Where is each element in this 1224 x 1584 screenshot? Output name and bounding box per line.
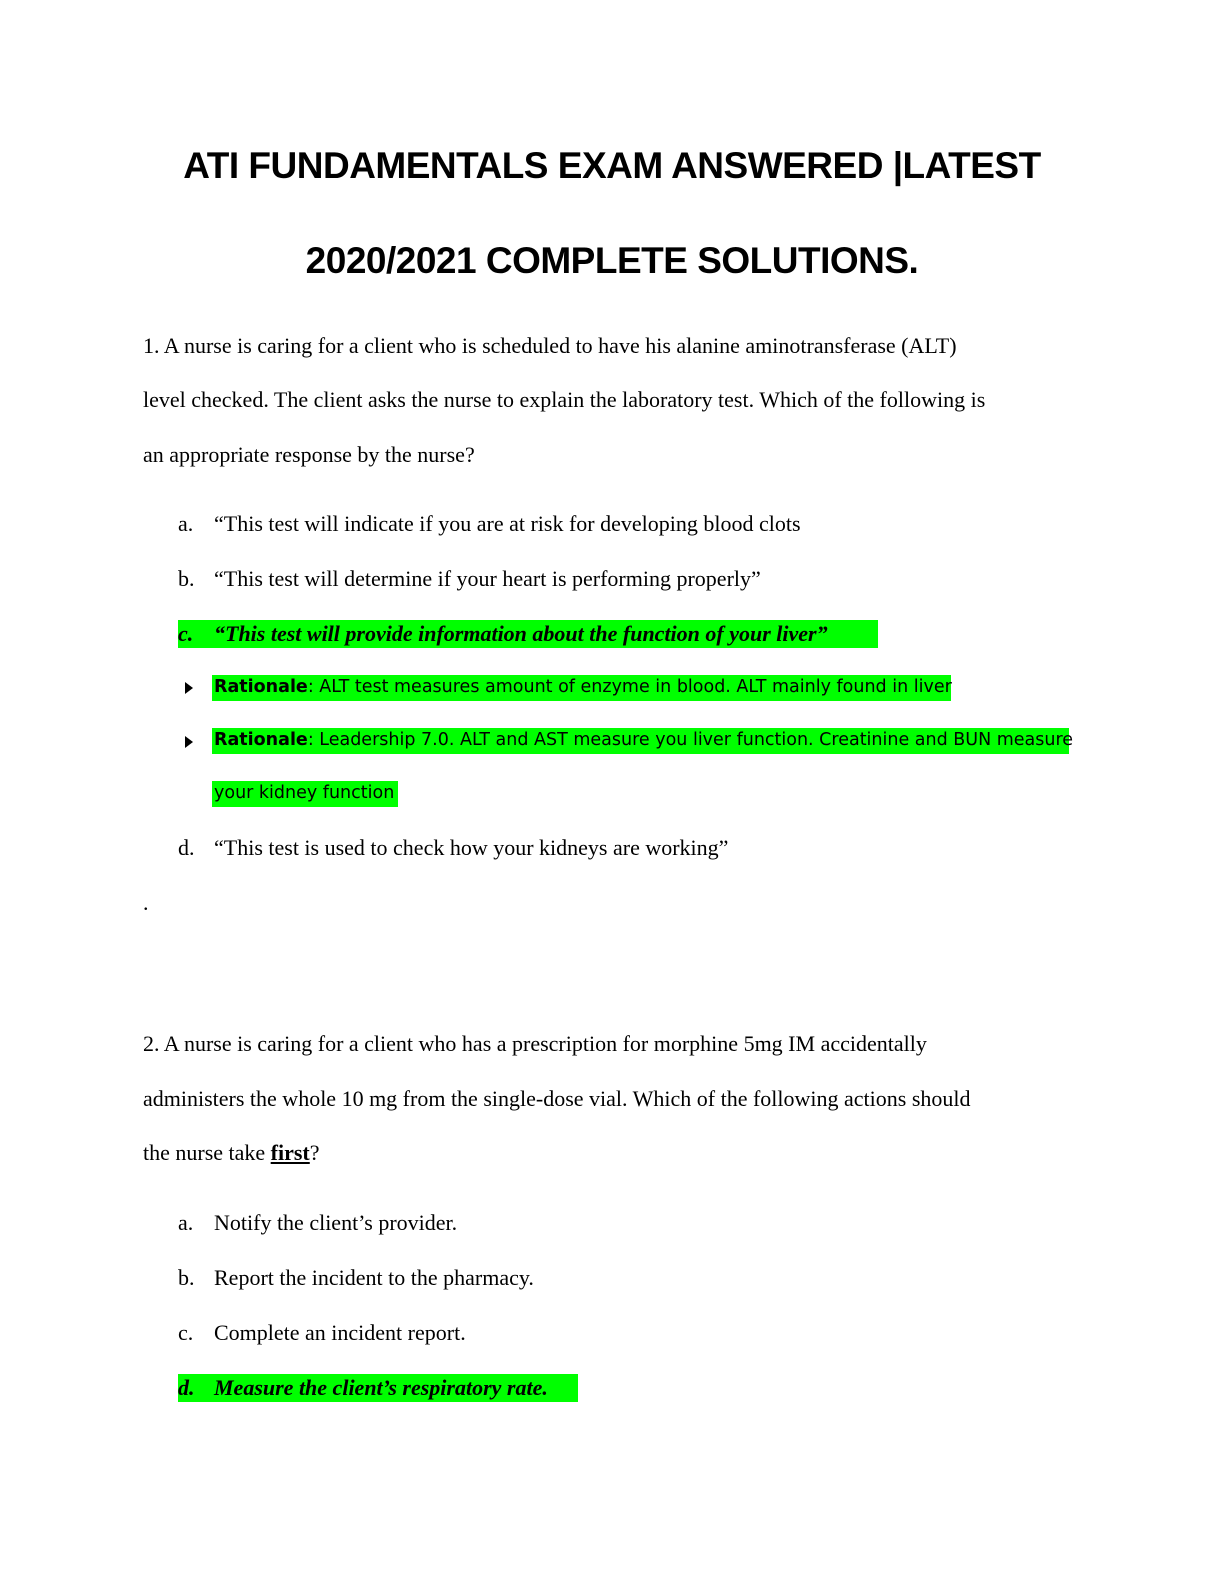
q2-option-c (178, 1322, 466, 1344)
rationale-2-line-2: your kidney function (214, 783, 395, 803)
q1-stem-line-2: level checked. The client asks the nurse to explain the laboratory test. Which of the following is (143, 387, 986, 412)
q2-stem-emphasis: first (270, 1140, 310, 1165)
option-letter: a. (178, 1210, 194, 1235)
q2-option-b (178, 1267, 534, 1289)
option-text: Notify the client’s provider. (214, 1210, 458, 1235)
q1-option-d (178, 837, 728, 859)
rationale-2-line-1 (214, 732, 1073, 750)
document-title-line-2: 2020/2021 COMPLETE SOLUTIONS. (305, 240, 919, 281)
option-text: “This test will determine if your heart is performing properly” (214, 566, 761, 591)
option-text: “This test will provide information about the function of your liver” (214, 621, 828, 646)
rationale-label: Rationale (214, 730, 308, 750)
option-letter: b. (178, 1265, 195, 1290)
rationale-text: : Leadership 7.0. ALT and AST measure you liver function. Creatinine and BUN measure (307, 730, 1074, 750)
option-text: “This test will indicate if you are at risk for developing blood clots (214, 511, 801, 536)
q1-option-a (178, 513, 801, 535)
option-text: Complete an incident report. (214, 1320, 466, 1345)
option-text: “This test is used to check how your kidneys are working” (214, 835, 729, 860)
q1-stem-line-3: an appropriate response by the nurse? (143, 442, 475, 467)
q2-stem-line-1: 2. A nurse is caring for a client who has a prescription for morphine 5mg IM accidentally (143, 1031, 927, 1056)
rationale-text: : ALT test measures amount of enzyme in blood. ALT mainly found in liver (307, 677, 952, 697)
option-letter: d. (178, 1375, 195, 1400)
option-text: Report the incident to the pharmacy. (214, 1265, 534, 1290)
bullet-arrow-icon (185, 682, 193, 694)
q2-stem-line-3 (143, 1142, 320, 1164)
option-letter: c. (178, 1320, 194, 1345)
q1-stem-line-1: 1. A nurse is caring for a client who is scheduled to have his alanine aminotransferase (ALT) (143, 333, 957, 358)
document-title-line-1: ATI FUNDAMENTALS EXAM ANSWERED |LATEST (183, 145, 1041, 186)
q2-option-a (178, 1212, 457, 1234)
q2-stem-line-2: administers the whole 10 mg from the single-dose vial. Which of the following actions should (143, 1086, 971, 1111)
q1-option-c-correct (178, 623, 828, 645)
option-letter: b. (178, 566, 195, 591)
option-letter: c. (178, 621, 194, 646)
q1-option-b (178, 568, 761, 590)
q2-stem-text: the nurse take (143, 1140, 271, 1165)
option-letter: a. (178, 511, 194, 536)
bullet-arrow-icon (185, 736, 193, 748)
q2-stem-text-end: ? (309, 1140, 320, 1165)
stray-period: . (143, 890, 149, 915)
rationale-1 (214, 679, 952, 697)
option-letter: d. (178, 835, 195, 860)
rationale-label: Rationale (214, 677, 308, 697)
option-text: Measure the client’s respiratory rate. (214, 1375, 548, 1400)
q2-option-d-correct (178, 1377, 548, 1399)
